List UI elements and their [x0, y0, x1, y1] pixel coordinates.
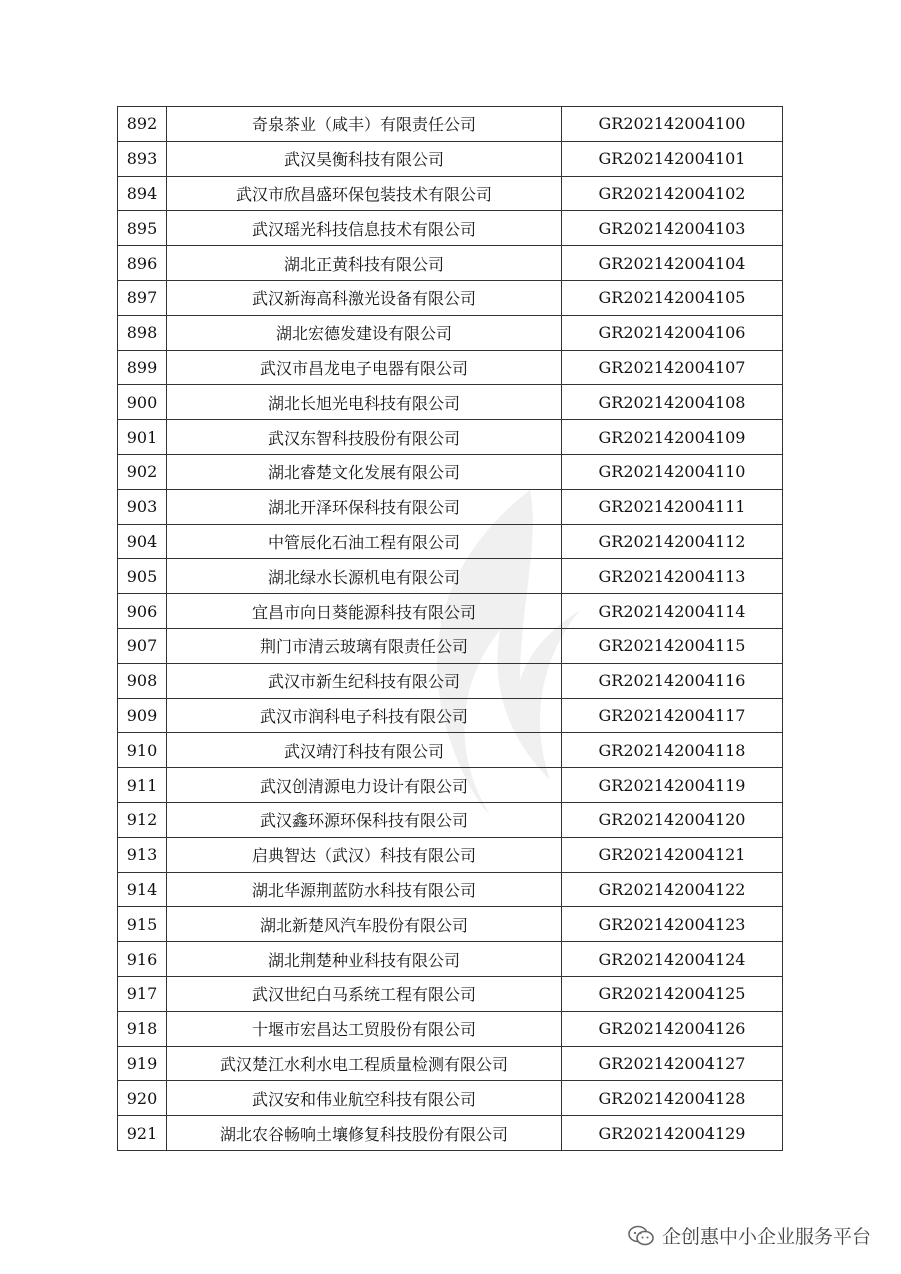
row-number: 898 [118, 315, 167, 350]
row-number: 912 [118, 802, 167, 837]
certificate-code: GR202142004110 [562, 454, 783, 489]
company-name: 武汉世纪白马系统工程有限公司 [167, 976, 562, 1011]
row-number: 905 [118, 559, 167, 594]
table-row [118, 663, 783, 698]
company-name: 中管辰化石油工程有限公司 [167, 524, 562, 559]
row-number: 921 [118, 1116, 167, 1151]
table-row [118, 872, 783, 907]
table-row [118, 837, 783, 872]
table-row [118, 802, 783, 837]
certificate-code: GR202142004105 [562, 280, 783, 315]
table-row [118, 559, 783, 594]
company-name: 湖北新楚风汽车股份有限公司 [167, 907, 562, 942]
certificate-code: GR202142004100 [562, 107, 783, 142]
row-number: 895 [118, 211, 167, 246]
row-number: 902 [118, 454, 167, 489]
certificate-code: GR202142004123 [562, 907, 783, 942]
row-number: 913 [118, 837, 167, 872]
row-number: 907 [118, 628, 167, 663]
certificate-code: GR202142004117 [562, 698, 783, 733]
row-number: 893 [118, 141, 167, 176]
row-number: 911 [118, 768, 167, 803]
company-name: 武汉市昌龙电子电器有限公司 [167, 350, 562, 385]
table-row [118, 907, 783, 942]
row-number: 906 [118, 594, 167, 629]
row-number: 917 [118, 976, 167, 1011]
certificate-code: GR202142004101 [562, 141, 783, 176]
row-number: 892 [118, 107, 167, 142]
certificate-code: GR202142004107 [562, 350, 783, 385]
table-row [118, 246, 783, 281]
company-name: 荆门市清云玻璃有限责任公司 [167, 628, 562, 663]
certificate-code: GR202142004128 [562, 1081, 783, 1116]
certificate-code: GR202142004112 [562, 524, 783, 559]
wechat-icon [628, 1225, 654, 1247]
table-row [118, 1116, 783, 1151]
company-name: 武汉靖汀科技有限公司 [167, 733, 562, 768]
table-row [118, 211, 783, 246]
row-number: 909 [118, 698, 167, 733]
row-number: 899 [118, 350, 167, 385]
certificate-code: GR202142004109 [562, 420, 783, 455]
company-name: 湖北农谷畅响土壤修复科技股份有限公司 [167, 1116, 562, 1151]
table-row [118, 315, 783, 350]
company-name: 湖北宏德发建设有限公司 [167, 315, 562, 350]
certificate-code: GR202142004113 [562, 559, 783, 594]
table-row [118, 768, 783, 803]
certificate-code: GR202142004120 [562, 802, 783, 837]
table-row [118, 420, 783, 455]
table-row [118, 1011, 783, 1046]
company-name: 湖北正黄科技有限公司 [167, 246, 562, 281]
company-name: 湖北绿水长源机电有限公司 [167, 559, 562, 594]
certificate-code: GR202142004127 [562, 1046, 783, 1081]
table-row [118, 107, 783, 142]
company-name: 武汉鑫环源环保科技有限公司 [167, 802, 562, 837]
certificate-code: GR202142004114 [562, 594, 783, 629]
certificate-code: GR202142004129 [562, 1116, 783, 1151]
company-name: 武汉昊衡科技有限公司 [167, 141, 562, 176]
row-number: 914 [118, 872, 167, 907]
row-number: 901 [118, 420, 167, 455]
row-number: 919 [118, 1046, 167, 1081]
table-row [118, 141, 783, 176]
table-row [118, 1046, 783, 1081]
row-number: 904 [118, 524, 167, 559]
row-number: 915 [118, 907, 167, 942]
company-name: 湖北开泽环保科技有限公司 [167, 489, 562, 524]
table-row [118, 176, 783, 211]
certificate-code: GR202142004125 [562, 976, 783, 1011]
certificate-code: GR202142004108 [562, 385, 783, 420]
row-number: 916 [118, 942, 167, 977]
certificate-code: GR202142004122 [562, 872, 783, 907]
table-row [118, 454, 783, 489]
table-row [118, 489, 783, 524]
company-name: 武汉安和伟业航空科技有限公司 [167, 1081, 562, 1116]
row-number: 903 [118, 489, 167, 524]
certificate-table [117, 106, 783, 1151]
table-row [118, 594, 783, 629]
company-name: 武汉市欣昌盛环保包装技术有限公司 [167, 176, 562, 211]
table-row [118, 280, 783, 315]
footer-brand [628, 1222, 871, 1249]
company-name: 湖北华源荆蓝防水科技有限公司 [167, 872, 562, 907]
company-name: 武汉瑶光科技信息技术有限公司 [167, 211, 562, 246]
company-name: 武汉新海高科激光设备有限公司 [167, 280, 562, 315]
row-number: 920 [118, 1081, 167, 1116]
row-number: 897 [118, 280, 167, 315]
certificate-code: GR202142004119 [562, 768, 783, 803]
table-row [118, 385, 783, 420]
row-number: 918 [118, 1011, 167, 1046]
certificate-code: GR202142004126 [562, 1011, 783, 1046]
certificate-code: GR202142004118 [562, 733, 783, 768]
certificate-code: GR202142004106 [562, 315, 783, 350]
company-name: 奇泉茶业（咸丰）有限责任公司 [167, 107, 562, 142]
company-name: 湖北长旭光电科技有限公司 [167, 385, 562, 420]
certificate-code: GR202142004115 [562, 628, 783, 663]
row-number: 910 [118, 733, 167, 768]
table-row [118, 733, 783, 768]
row-number: 900 [118, 385, 167, 420]
company-name: 武汉创清源电力设计有限公司 [167, 768, 562, 803]
company-name: 武汉市润科电子科技有限公司 [167, 698, 562, 733]
row-number: 908 [118, 663, 167, 698]
company-name: 湖北荆楚种业科技有限公司 [167, 942, 562, 977]
company-name: 武汉东智科技股份有限公司 [167, 420, 562, 455]
certificate-code: GR202142004103 [562, 211, 783, 246]
table-row [118, 350, 783, 385]
company-name: 启典智达（武汉）科技有限公司 [167, 837, 562, 872]
table-row [118, 976, 783, 1011]
certificate-code: GR202142004111 [562, 489, 783, 524]
company-name: 湖北睿楚文化发展有限公司 [167, 454, 562, 489]
company-name: 武汉楚江水利水电工程质量检测有限公司 [167, 1046, 562, 1081]
table-row [118, 942, 783, 977]
company-name: 十堰市宏昌达工贸股份有限公司 [167, 1011, 562, 1046]
certificate-code: GR202142004104 [562, 246, 783, 281]
table-row [118, 1081, 783, 1116]
table-row [118, 524, 783, 559]
certificate-code: GR202142004124 [562, 942, 783, 977]
certificate-code: GR202142004102 [562, 176, 783, 211]
certificate-code: GR202142004121 [562, 837, 783, 872]
table-row [118, 628, 783, 663]
row-number: 894 [118, 176, 167, 211]
company-name: 宜昌市向日葵能源科技有限公司 [167, 594, 562, 629]
table-row [118, 698, 783, 733]
company-name: 武汉市新生纪科技有限公司 [167, 663, 562, 698]
row-number: 896 [118, 246, 167, 281]
footer-brand-text: 企创惠中小企业服务平台 [661, 1226, 871, 1248]
certificate-code: GR202142004116 [562, 663, 783, 698]
